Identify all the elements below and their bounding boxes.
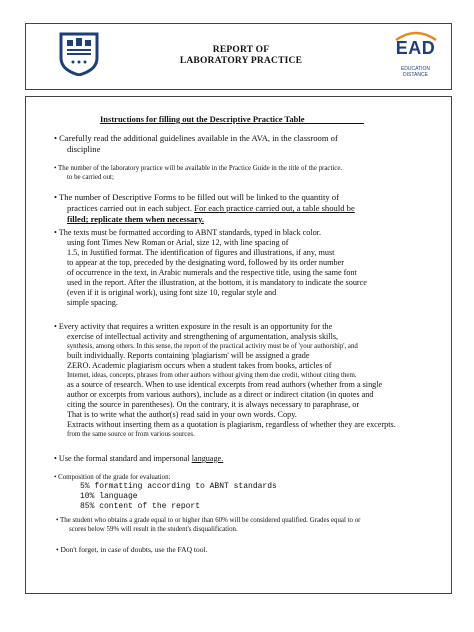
report-title-line1: REPORT OF — [212, 45, 270, 55]
bullet-3: • The number of Descriptive Forms to be filled out will be linked to the quantity of practices carried out in each subject. For each practice carried out, a table should be filled; replicate them when necessary. — [54, 192, 355, 224]
instructions-box — [25, 96, 452, 594]
bullet-4: • The texts must be formatted according to ABNT standards, typed in black color. using font Times New Roman or Arial, size 12, with line spacing of 1.5, in Justified format. The identification of figures and illustrations, if any, must to appear at the top, preceded by the designating word, followed by its order number of occurrence in the text, in Arabic numerals and the respective title, using the same font used in the report. After the illustration, at the bottom, it is mandatory to indicate the source (even if it is original work), using font size 10, regular style and simple spacing. — [54, 228, 367, 307]
bullet-9: • Don't forget, in case of doubts, use the FAQ tool. — [56, 545, 208, 554]
bullet-2: • The number of the laboratory practice will be available in the Practice Guide in the title of the practice. to be carried out; — [54, 165, 343, 181]
ead-logo-sub1: EDUCATION — [400, 66, 431, 72]
university-crest-icon — [59, 32, 99, 76]
bullet-5: • Every activity that requires a written exposure in the result is an opportunity for the exercise of intellectual activity and strengthening of argumentation, analysis skills, synthesis, among others. In this sense, the report of the practical activity must be of 'your authorship', and built individually. Reports containing 'plagiarism' will be assigned a grade ZERO. Academic plagiarism occurs when a student takes from books, articles of Internet, ideas, concepts, phrases from other authors without giving them due credit, without citing them. as a source of research. When to use identical excerpts from read authors (whether from a single author or excerpts from various authors), include as a direct or indirect citation (in quotes and citing the source in parentheses). On the contrary, it is always necessary to paraphrase, or That is to write what the author(s) read said in your own words. Copy. Extracts without inserting them as a quotation is plagiarism, regardless of whether they are excerpts. from the same source or from various sources. — [54, 322, 396, 438]
ead-logo-sub2: DISTANCE — [403, 71, 428, 78]
bullet-1: • Carefully read the additional guidelines available in the AVA, in the classroom of discipline — [54, 133, 338, 154]
ead-logo — [388, 30, 443, 85]
bullet-7: • Composition of the grade for evaluation: 5% formatting according to ABNT standards 10% language 85% content of the report — [54, 474, 277, 511]
bullet-8: • The student who obtains a grade equal to or higher than 60% will be considered qualified. Grades equal to or scores below 59% will result in the student's disqualification. — [56, 517, 361, 533]
instructions-heading: Instructions for filling out the Descriptive Practice Table — [100, 114, 362, 124]
ead-logo-text: EAD — [395, 38, 436, 58]
report-title — [156, 45, 326, 67]
heading-underline — [299, 123, 364, 124]
bullet-6: • Use the formal standard and impersonal language. — [54, 454, 224, 463]
header-box — [25, 23, 452, 90]
report-title-line2: LABORATORY PRACTICE — [179, 56, 303, 66]
